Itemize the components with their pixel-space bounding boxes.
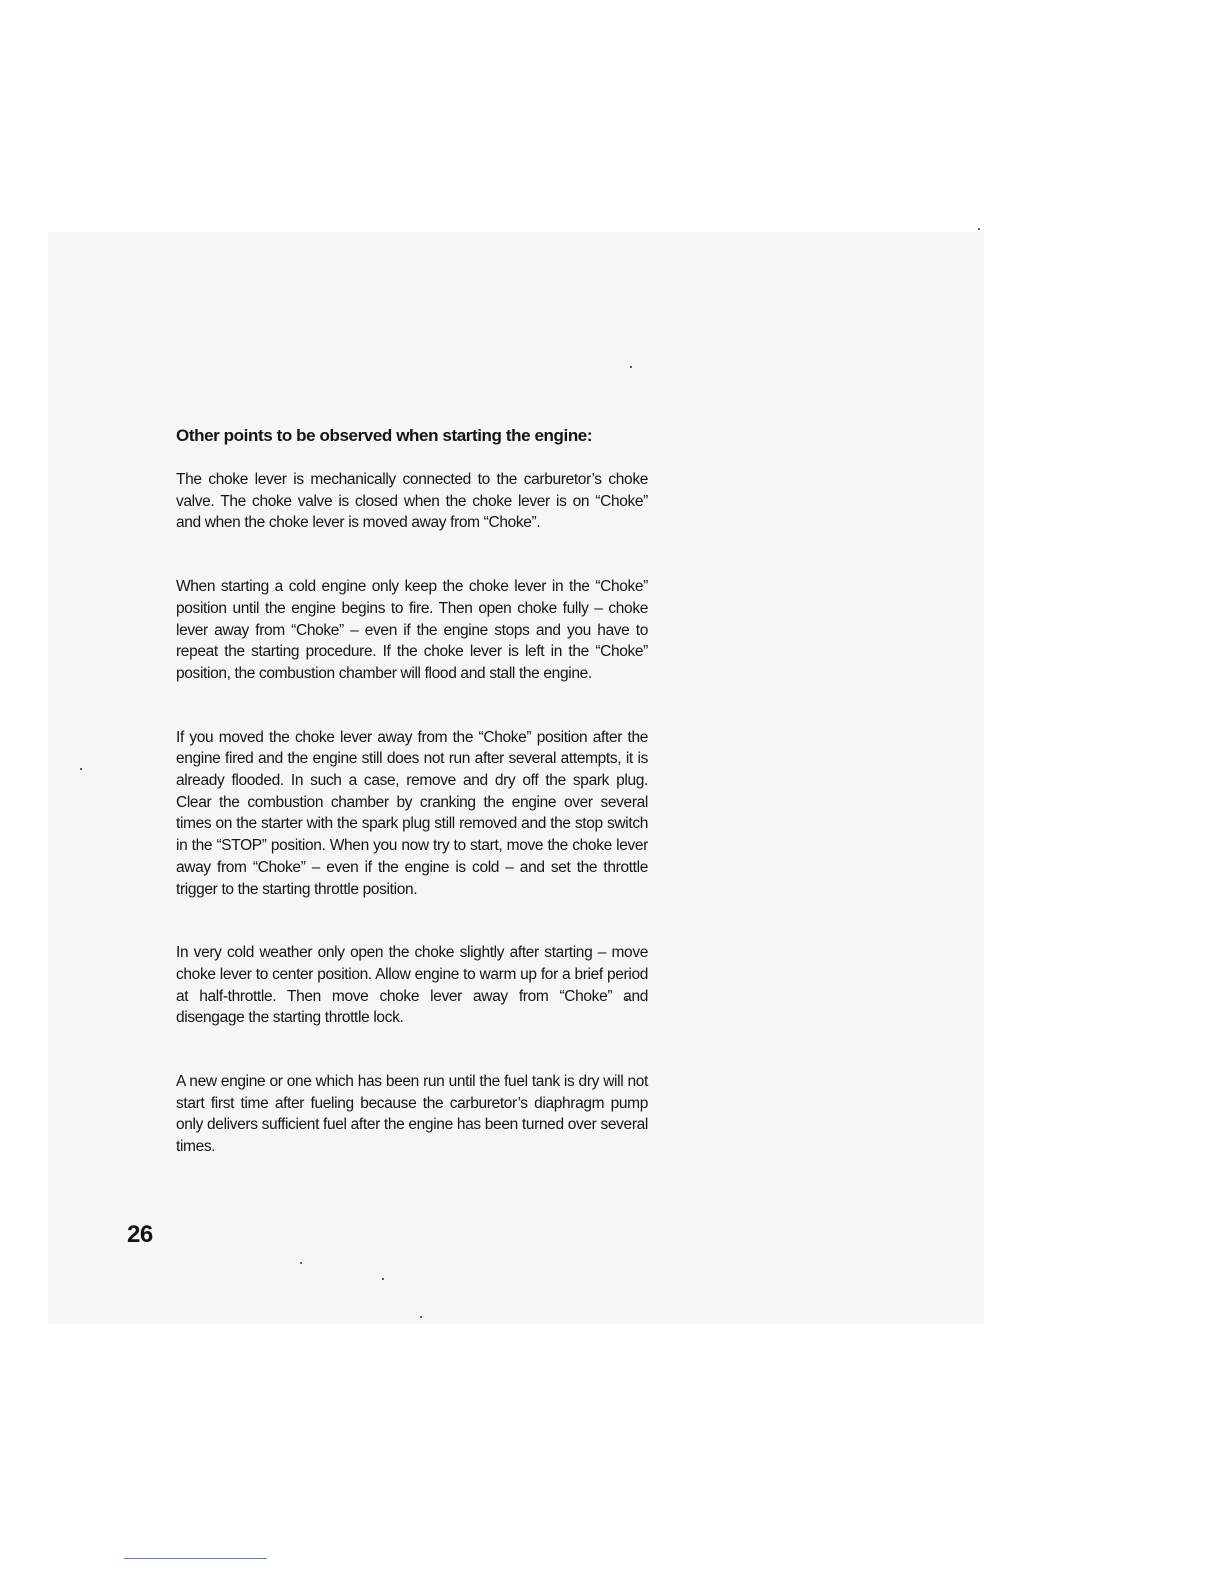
scan-speck [978,228,980,230]
scan-speck [80,768,82,770]
page-number: 26 [127,1221,153,1248]
paragraph-cold-start: When starting a cold engine only keep the choke lever in the “Choke” position until the engine begins to fire. Then open choke fully – choke lever away from “Choke” – even if the engine stops and you have to repeat the starting procedure. If the choke lever is left in the “Choke” position, the combustion chamber will flood and stall the engine. [176,578,648,682]
paragraph-choke-mechanism: The choke lever is mechanically connected to the carburetor’s choke valve. The choke valve is closed when the choke lever is on “Choke” and when the choke lever is moved away from “Choke”. [176,471,648,532]
scan-speck [300,1262,302,1264]
paragraph-flooded-engine: If you moved the choke lever away from the “Choke” position after the engine fired and the engine still does not run after several attempts, it is already flooded. In such a case, remove and dry off the spark plug. Clear the combustion chamber by cranking the engine over several times on the starter with the spark plug still removed and the stop switch in the “STOP” position. When you now try to start, move the choke lever away from “Choke” – even if the engine is cold – and set the throttle trigger to the starting throttle position. [176,728,648,898]
scan-speck [630,366,632,368]
scan-speck [382,1278,384,1280]
footer-rule [124,1558,267,1559]
paragraph-new-engine: A new engine or one which has been run until the fuel tank is dry will not start first time after fueling because the carburetor’s diaphragm pump only delivers sufficient fuel after the engine has been turned over several times. [176,1073,648,1156]
section-heading: Other points to be observed when starting the engine: [176,426,593,445]
document-body [176,424,648,1158]
scan-speck [420,1316,422,1318]
paragraph-very-cold-weather: In very cold weather only open the choke slightly after starting – move choke lever to center position. Allow engine to warm up for a brief period at half-throttle. Then move choke lever away from “Choke” and disengage the starting throttle lock. [176,944,648,1027]
